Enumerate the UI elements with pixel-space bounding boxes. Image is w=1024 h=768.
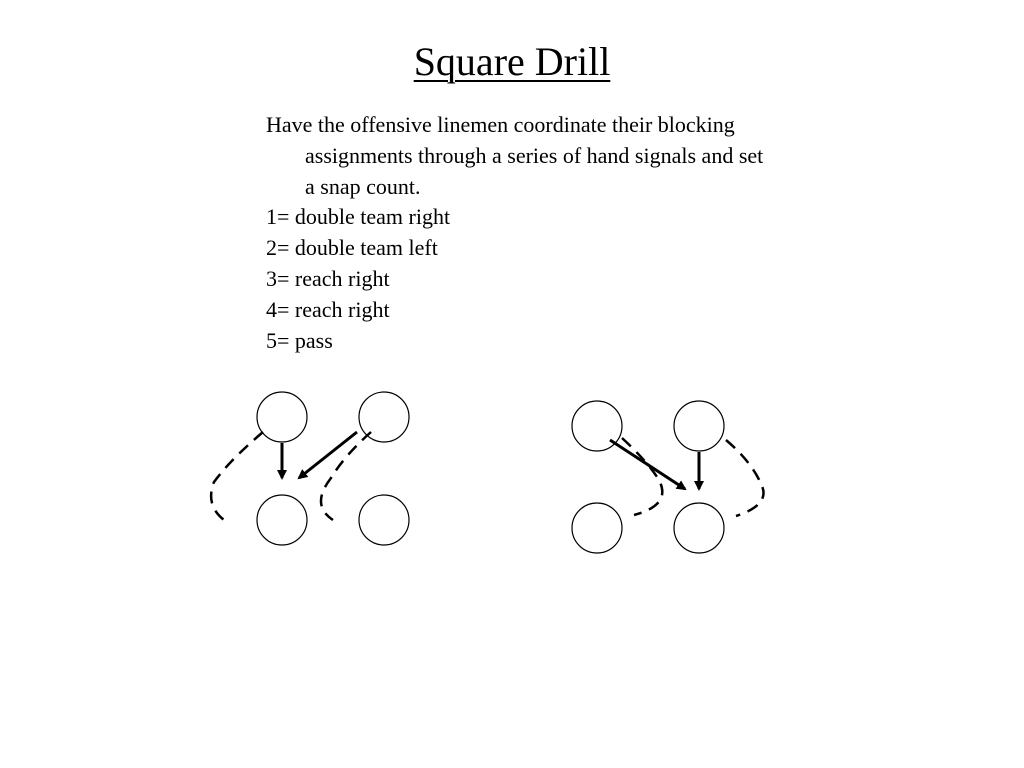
signal-code-1: 1= double team right xyxy=(266,204,451,230)
signal-code-5: 5= pass xyxy=(266,327,333,353)
signal-code-3: 3= reach right xyxy=(266,265,390,291)
block-arrow xyxy=(610,440,685,489)
player-circle xyxy=(572,503,622,553)
instructions-paragraph: Have the offensive linemen coordinate their blocking assignments through a series of hand signals and set a snap count. xyxy=(266,112,764,199)
player-circle xyxy=(257,495,307,545)
player-circle xyxy=(257,392,307,442)
player-circle xyxy=(674,503,724,553)
signal-code-4: 4= reach right xyxy=(266,296,390,322)
player-circle xyxy=(359,495,409,545)
player-circle xyxy=(674,401,724,451)
right-drill-group xyxy=(572,401,764,553)
dashed-route xyxy=(726,440,764,516)
dashed-route xyxy=(321,432,371,520)
signal-code-2: 2= double team left xyxy=(266,235,438,261)
dashed-route xyxy=(622,438,662,515)
block-arrow xyxy=(299,432,357,478)
left-drill-group xyxy=(211,392,409,545)
slide-title: Square Drill xyxy=(413,39,611,84)
dashed-route xyxy=(211,432,263,520)
